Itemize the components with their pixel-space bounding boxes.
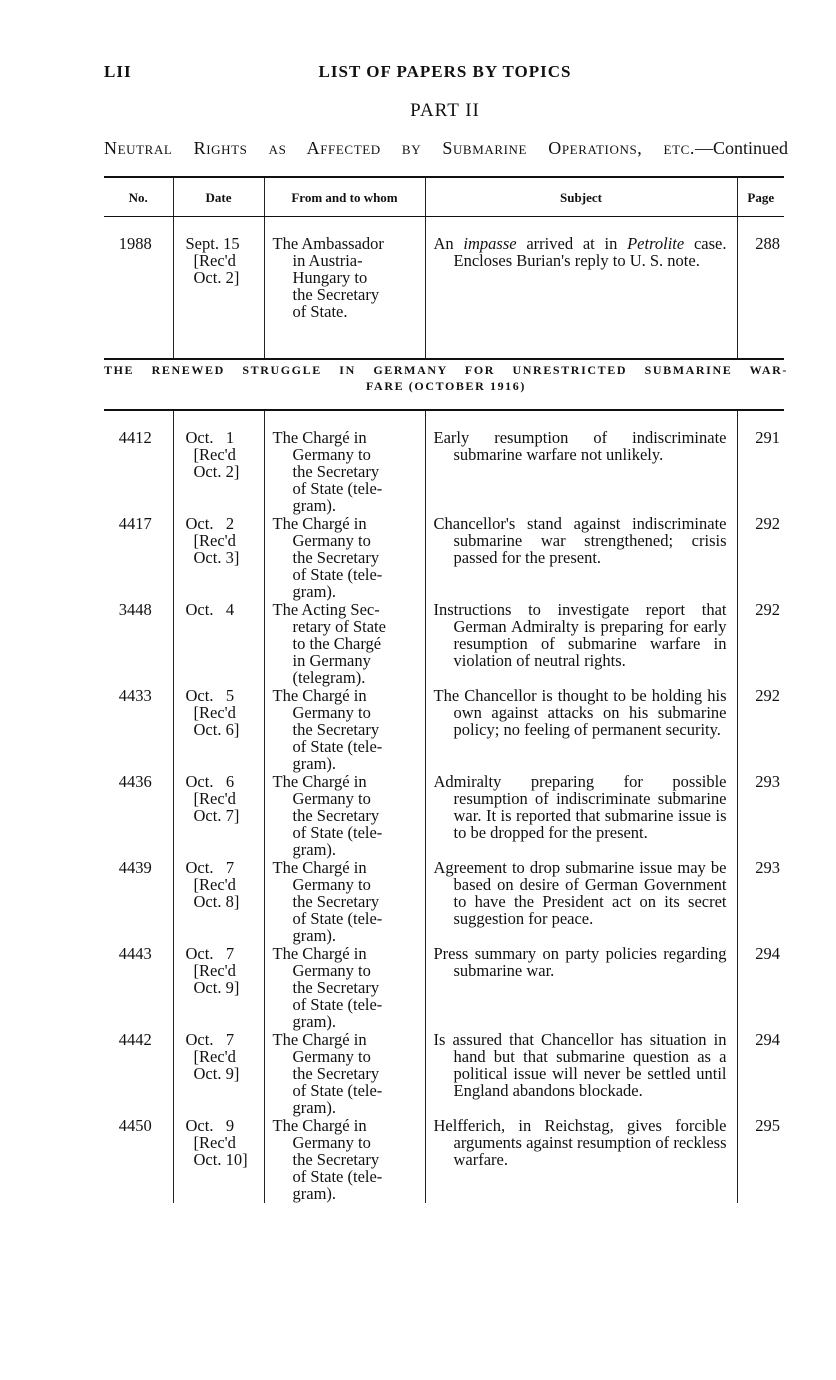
entry-from-line: The Chargé in	[272, 514, 367, 533]
entry-from-line: the Secretary	[292, 1150, 380, 1169]
entry-from-to	[264, 1117, 425, 1203]
column-header-page: Page	[737, 177, 784, 217]
entry-from-line: gram).	[292, 926, 337, 945]
entry-subject: Instructions to investigate report that German Admiralty is preparing for early resumption of submarine warfare in violation of neutral rights.	[425, 601, 737, 687]
entry-date-line: Oct. 2]	[193, 268, 240, 287]
entry-from-line: gram).	[292, 840, 337, 859]
entry-page: 295	[737, 1117, 784, 1203]
column-header-subject: Subject	[425, 177, 737, 217]
entry-page: 294	[737, 1031, 784, 1117]
entry-from-line: Germany to	[292, 1047, 371, 1066]
entry-number: 4442	[118, 1030, 152, 1049]
entry-from-line: The Ambassador	[272, 234, 384, 253]
entry-subject: Helfferich, in Reichstag, gives forcible arguments against resumption of reckless warfare.	[425, 1117, 737, 1203]
entry-from-to	[264, 601, 425, 687]
entry-number: 3448	[118, 600, 152, 619]
entry-from-line: of State (tele-	[292, 479, 383, 498]
entry-number: 4439	[118, 858, 152, 877]
entry-date-line: [Rec'd	[193, 789, 236, 808]
entry-date	[173, 601, 264, 687]
entry-from-line: The Chargé in	[272, 944, 367, 963]
entry-subject: Chancellor's stand against indiscriminate submarine war strengthened; crisis passed for the present.	[425, 515, 737, 601]
entry-from-line: gram).	[292, 1012, 337, 1031]
page-number: LII	[104, 62, 132, 81]
entry-from-line: the Secretary	[292, 720, 380, 739]
entry-from-line: The Chargé in	[272, 1116, 367, 1135]
entry-from-line: of State (tele-	[292, 737, 383, 756]
entry-date-line: Oct. 7]	[193, 806, 240, 825]
entry-from-line: the Secretary	[292, 1064, 380, 1083]
entry-date-line: Oct. 3]	[193, 548, 240, 567]
entry-date-line: Oct. 9]	[193, 1064, 240, 1083]
entry-from-to	[264, 217, 425, 360]
papers-table-first	[104, 176, 784, 360]
entry-from-line: retary of State	[292, 617, 386, 636]
entry-from-line: gram).	[292, 582, 337, 601]
entry-from-line: the Secretary	[292, 806, 380, 825]
entry-date	[173, 773, 264, 859]
subject-text: An	[433, 234, 464, 253]
entry-from-line: of State (tele-	[292, 995, 383, 1014]
table-row	[104, 859, 784, 945]
entries-body	[104, 410, 784, 1203]
entry-page: 294	[737, 945, 784, 1031]
entry-from-line: Germany to	[292, 445, 371, 464]
entry-date-line: Oct. 9]	[193, 978, 240, 997]
entry-from-line: the Secretary	[292, 548, 380, 567]
entry-from-line: Germany to	[292, 1133, 371, 1152]
table-row	[104, 945, 784, 1031]
entry-from-line: gram).	[292, 754, 337, 773]
entry-date-line: Oct. 9	[185, 1116, 235, 1135]
entry-date-line: Oct. 4	[185, 600, 235, 619]
entry-from-to	[264, 410, 425, 515]
entry-from-line: gram).	[292, 1184, 337, 1203]
entry-date	[173, 515, 264, 601]
entry-number: 4433	[118, 686, 152, 705]
entry-from-line: the Secretary	[292, 285, 380, 304]
entry-from-to	[264, 945, 425, 1031]
entry-page: 291	[737, 410, 784, 515]
entry-subject: Is assured that Chancellor has situation in hand but that submarine question as a political issue will never be settled until England abandons blockade.	[425, 1031, 737, 1117]
section-title	[104, 138, 788, 159]
entry-date-line: [Rec'd	[193, 703, 236, 722]
entry-from-line: The Acting Sec-	[272, 600, 380, 619]
entry-date	[173, 687, 264, 773]
entry-date	[173, 1117, 264, 1203]
section-title-text: Neutral Rights as Affected by Submarine Operations, etc.	[104, 138, 695, 158]
entry-from-to	[264, 515, 425, 601]
entry-from-line: of State (tele-	[292, 1167, 383, 1186]
table-header-row	[104, 177, 784, 217]
entry-from-line: of State (tele-	[292, 909, 383, 928]
running-head: LIST OF PAPERS BY TOPICS	[318, 62, 572, 81]
subsection-heading-line: THE RENEWED STRUGGLE IN GERMANY FOR UNRESTRICTED SUBMARINE WAR-	[104, 363, 788, 377]
entry-number: 1988	[118, 234, 152, 253]
subject-italic: impasse	[463, 234, 517, 253]
entry-date-line: [Rec'd	[193, 961, 236, 980]
table-row	[104, 217, 784, 360]
entry-date-line: Oct. 1	[185, 428, 235, 447]
entry-from-to	[264, 687, 425, 773]
entry-date-line: Oct. 6	[185, 772, 235, 791]
entry-from-line: Germany to	[292, 703, 371, 722]
entry-from-line: of State (tele-	[292, 1081, 383, 1100]
entry-date-line: Oct. 2]	[193, 462, 240, 481]
column-header-no: No.	[104, 177, 173, 217]
entry-from-line: of State.	[292, 302, 348, 321]
entry-from-line: to the Chargé	[292, 634, 382, 653]
entry-date-line: Oct. 7	[185, 944, 235, 963]
entry-subject: Admiralty preparing for possible resumption of indiscriminate submarine war. It is reported that submarine issue is to be dropped for the present.	[425, 773, 737, 859]
entry-number: 4436	[118, 772, 152, 791]
entry-date-line: [Rec'd	[193, 1133, 236, 1152]
entry-date-line: Oct. 8]	[193, 892, 240, 911]
entry-from-line: Germany to	[292, 531, 371, 550]
entry-date-line: Oct. 7	[185, 858, 235, 877]
entry-subject: The Chancellor is thought to be holding his own against attacks on his submarine policy; no feeling of permanent security.	[425, 687, 737, 773]
entry-date-line: [Rec'd	[193, 445, 236, 464]
entry-page: 292	[737, 601, 784, 687]
entry-date	[173, 859, 264, 945]
section-title-dash: —	[695, 138, 713, 158]
entry-from-line: Hungary to	[292, 268, 368, 287]
table-row	[104, 773, 784, 859]
entry-from-line: The Chargé in	[272, 428, 367, 447]
entry-date-line: Oct. 7	[185, 1030, 235, 1049]
entry-from-line: Germany to	[292, 789, 371, 808]
table-row	[104, 1117, 784, 1203]
entry-from-line: (telegram).	[292, 668, 366, 687]
entry-date	[173, 410, 264, 515]
entry-from-line: gram).	[292, 1098, 337, 1117]
entry-from-line: gram).	[292, 496, 337, 515]
papers-table-second	[104, 409, 784, 1203]
entry-from-line: Germany to	[292, 875, 371, 894]
entry-number: 4443	[118, 944, 152, 963]
entry-from-line: The Chargé in	[272, 858, 367, 877]
table-row	[104, 601, 784, 687]
entry-date-line: Oct. 5	[185, 686, 235, 705]
part-title: PART II	[410, 100, 480, 121]
table-row	[104, 515, 784, 601]
entry-page: 293	[737, 773, 784, 859]
entry-page: 292	[737, 515, 784, 601]
entry-date-line: [Rec'd	[193, 531, 236, 550]
entry-from-line: of State (tele-	[292, 565, 383, 584]
entry-date-line: [Rec'd	[193, 1047, 236, 1066]
entry-from-line: the Secretary	[292, 892, 380, 911]
entry-from-line: Germany to	[292, 961, 371, 980]
entry-page: 292	[737, 687, 784, 773]
entry-subject: Early resumption of indiscriminate submarine warfare not unlikely.	[425, 410, 737, 515]
entry-date	[173, 1031, 264, 1117]
entry-from-line: in Germany	[292, 651, 371, 670]
entry-from-to	[264, 1031, 425, 1117]
subject-text: arrived at in	[516, 234, 628, 253]
entry-from-line: in Austria-	[292, 251, 363, 270]
subject-italic: Petrolite	[627, 234, 685, 253]
entry-subject: Press summary on party policies regarding submarine war.	[425, 945, 737, 1031]
entry-from-line: The Chargé in	[272, 772, 367, 791]
entry-from-line: the Secretary	[292, 462, 380, 481]
entry-subject: Agreement to drop submarine issue may be based on desire of German Government to have the President act on its secret suggestion for peace.	[425, 859, 737, 945]
entry-from-line: the Secretary	[292, 978, 380, 997]
subsection-heading	[104, 362, 788, 394]
entry-from-line: The Chargé in	[272, 1030, 367, 1049]
entry-from-to	[264, 859, 425, 945]
entry-date-line: Oct. 10]	[193, 1150, 248, 1169]
entry-number: 4450	[118, 1116, 152, 1135]
entry-date	[173, 217, 264, 360]
entry-date-line: [Rec'd	[193, 875, 236, 894]
entry-date-line: Oct. 2	[185, 514, 235, 533]
entry-page: 293	[737, 859, 784, 945]
entry-page: 288	[737, 217, 784, 360]
entry-date-line: Sept. 15	[185, 234, 240, 253]
subsection-heading-line: FARE (OCTOBER 1916)	[366, 379, 526, 393]
column-header-from: From and to whom	[264, 177, 425, 217]
entry-date-line: Oct. 6]	[193, 720, 240, 739]
entry-date-line: [Rec'd	[193, 251, 236, 270]
entry-date	[173, 945, 264, 1031]
subject-text: case. Encloses Burian's reply to U. S. note.	[453, 234, 727, 270]
entry-number: 4412	[118, 428, 152, 447]
entry-subject	[425, 217, 737, 360]
table-row	[104, 1031, 784, 1117]
entry-from-line: The Chargé in	[272, 686, 367, 705]
section-title-continued: Continued	[713, 138, 788, 158]
column-header-date: Date	[173, 177, 264, 217]
entry-from-to	[264, 773, 425, 859]
table-row	[104, 687, 784, 773]
entry-number: 4417	[118, 514, 152, 533]
entry-from-line: of State (tele-	[292, 823, 383, 842]
table-row	[104, 410, 784, 515]
